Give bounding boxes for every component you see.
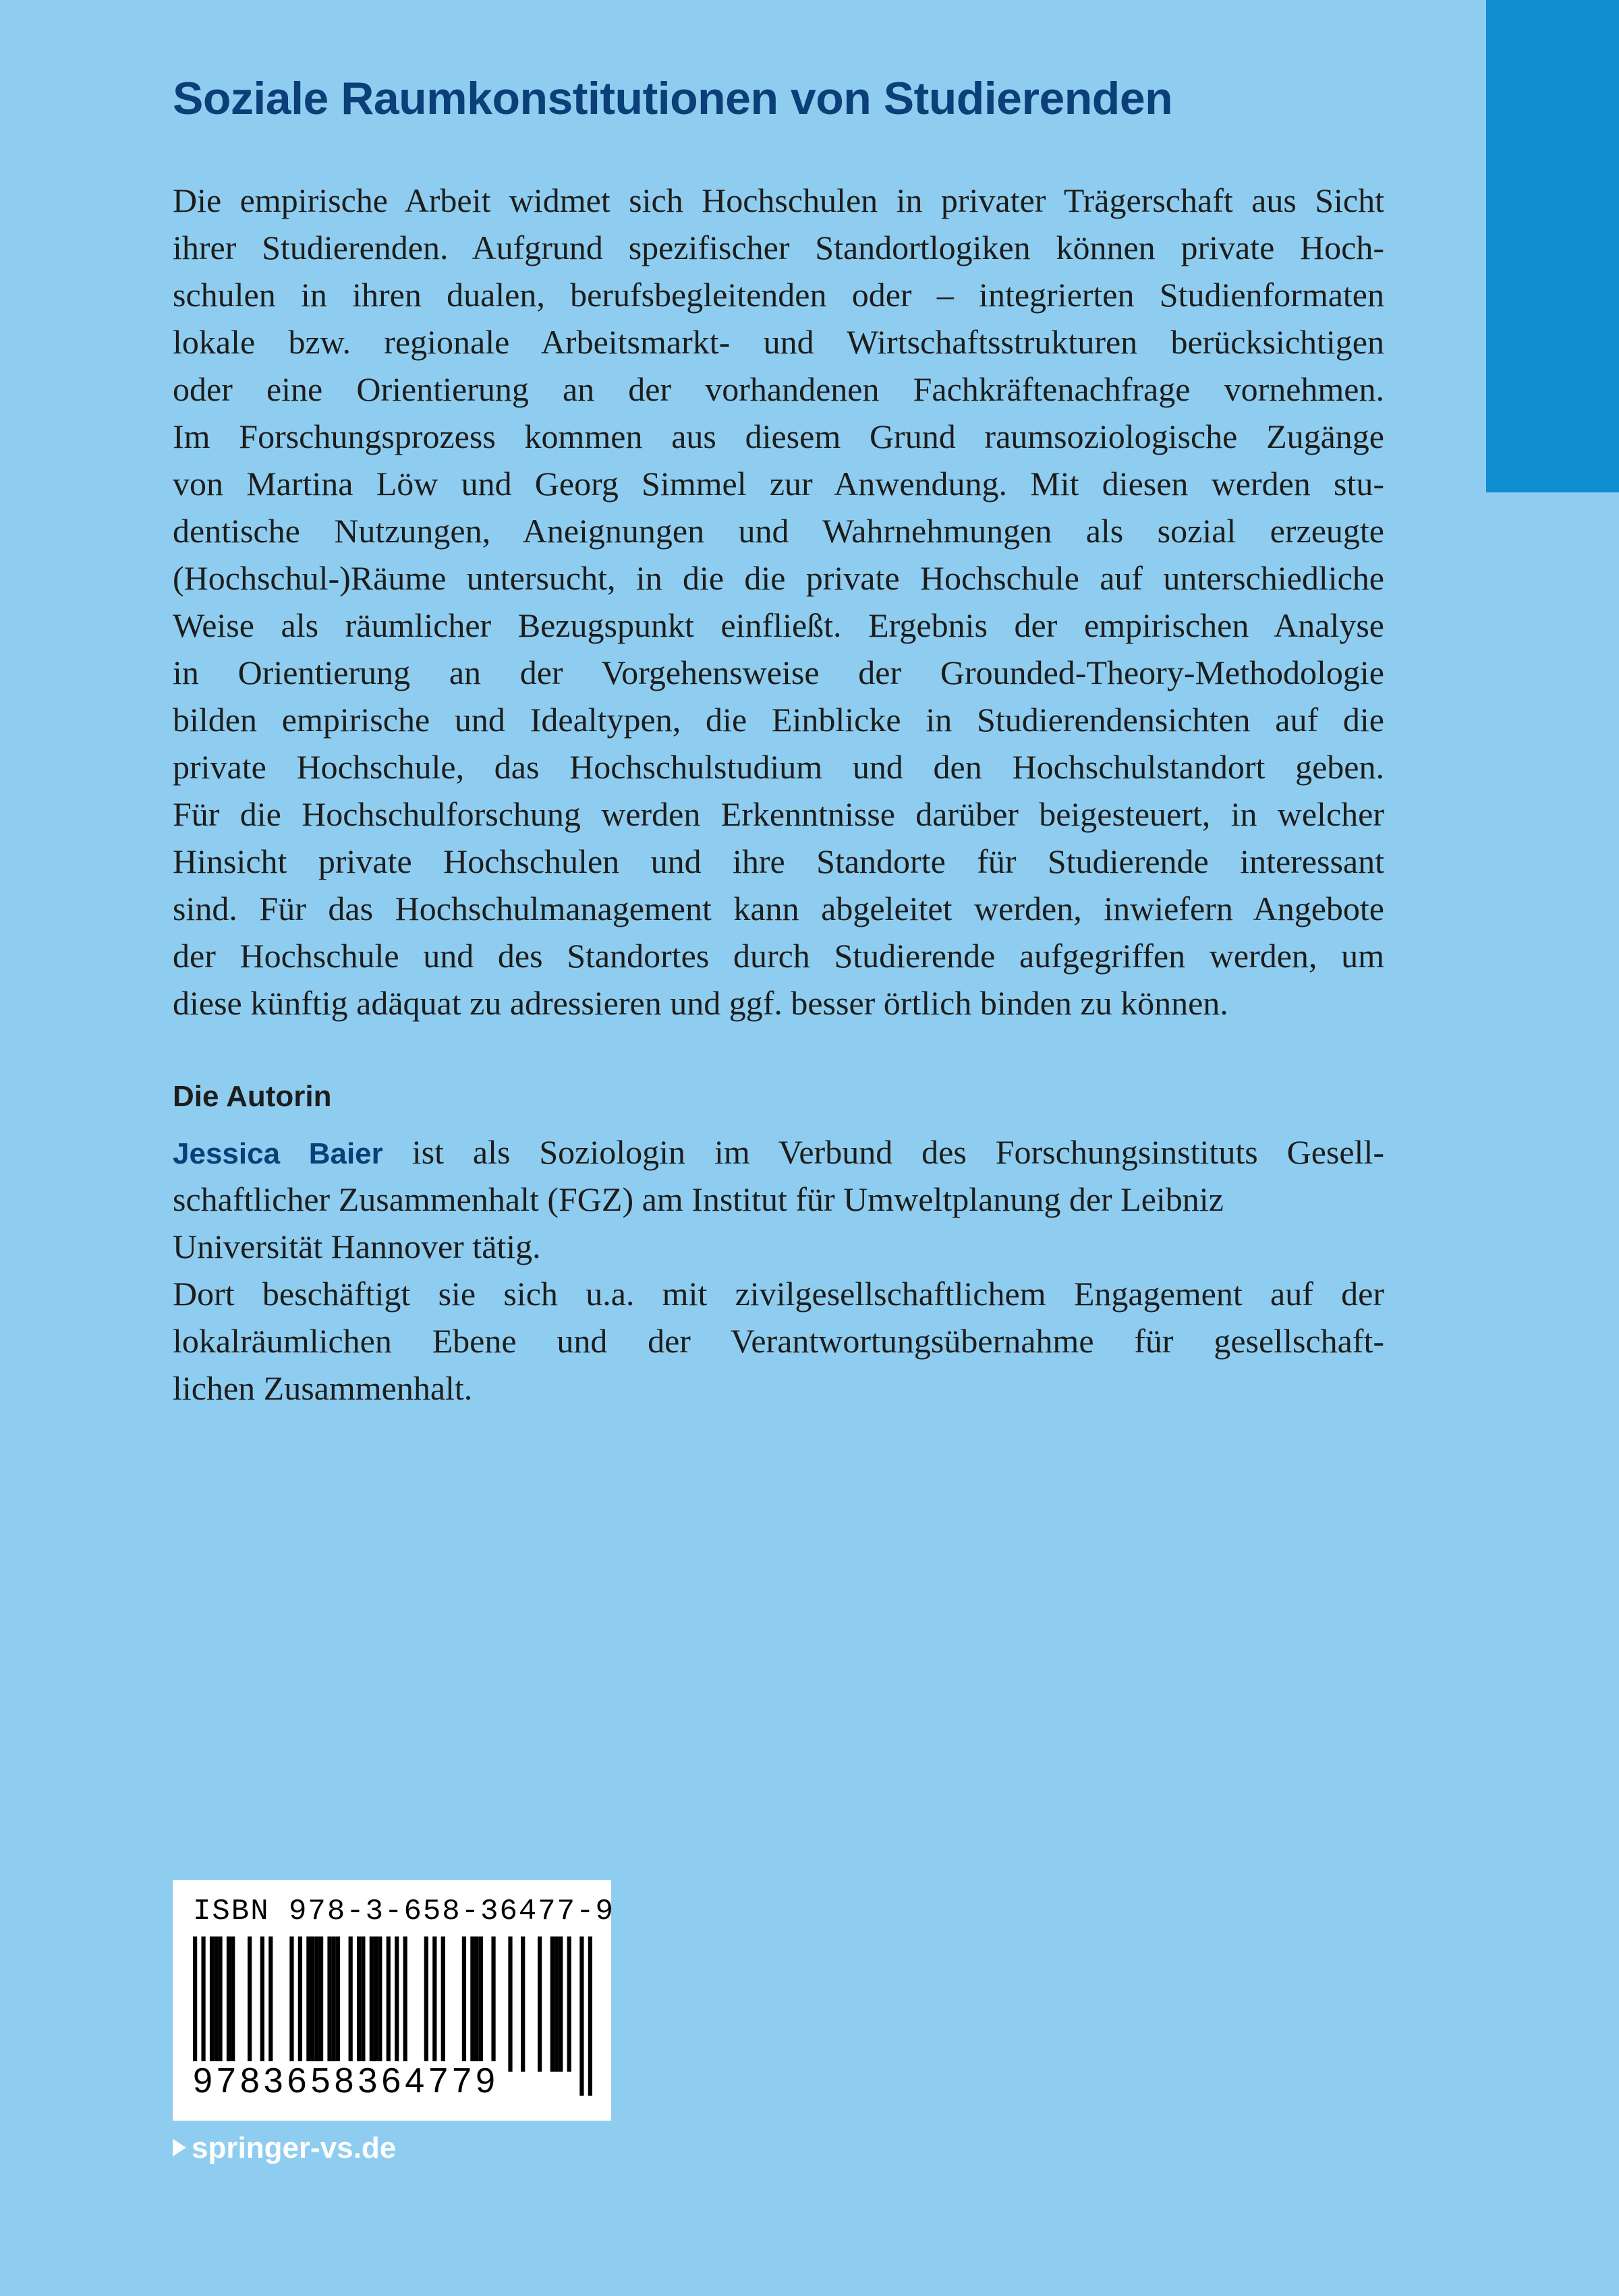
barcode-bar xyxy=(231,1936,235,2072)
barcode-bar xyxy=(214,1936,218,2072)
barcode-bar xyxy=(227,1936,231,2072)
barcode-bar xyxy=(315,1936,319,2072)
abstract-line: schulen in ihren dualen, berufsbegleitenden oder – integrierten Studienformaten xyxy=(173,276,1384,314)
isbn-barcode-block xyxy=(173,1880,615,2121)
arrow-right-icon xyxy=(173,2139,186,2156)
barcode-bar xyxy=(319,1936,323,2072)
barcode-digits xyxy=(192,2061,596,2101)
barcode-bar xyxy=(559,1936,563,2072)
barcode-bar xyxy=(491,1936,495,2072)
barcode-bar xyxy=(260,1936,264,2072)
abstract-line: oder eine Orientierung an der vorhandenen Fachkräftenachfrage vornehmen. xyxy=(173,370,1384,408)
abstract-line: ihrer Studierenden. Aufgrund spezifischer Standortlogiken können private Hoch- xyxy=(173,229,1384,266)
barcode-bar xyxy=(479,1936,483,2072)
barcode-bar xyxy=(332,1936,336,2072)
author-section-heading: Die Autorin xyxy=(173,1080,332,1113)
barcode-bar xyxy=(378,1936,382,2072)
barcode-bar xyxy=(521,1936,525,2072)
barcode-digits-text: 9783658364779 xyxy=(193,2061,499,2100)
barcode-bar xyxy=(248,1936,252,2072)
barcode-bar xyxy=(441,1936,445,2072)
barcode-bar xyxy=(310,1936,314,2072)
barcode-bar xyxy=(289,1936,293,2072)
barcode-bar xyxy=(349,1936,353,2072)
author-bio-line: lokalräumlichen Ebene und der Verantwortungsübernahme für gesellschaft- xyxy=(173,1322,1384,1360)
barcode-bar xyxy=(567,1936,571,2072)
author-bio-text: ist als Soziologin im Verbund des Forschungsinstituts Gesell- xyxy=(382,1133,1384,1171)
isbn-label: ISBN 978-3-658-36477-9 xyxy=(193,1895,615,1928)
author-bio xyxy=(173,1128,1384,1412)
barcode-bar xyxy=(424,1936,428,2072)
abstract-line: bilden empirische und Idealtypen, die Einblicke in Studierendensichten auf die xyxy=(173,701,1384,739)
barcode-bar xyxy=(555,1936,559,2072)
abstract-line: Für die Hochschulforschung werden Erkenntnisse darüber beigesteuert, in welcher xyxy=(173,795,1384,833)
author-bio-line: Universität Hannover tätig. xyxy=(173,1228,541,1265)
barcode-bar xyxy=(550,1936,555,2072)
barcode-bar xyxy=(306,1936,310,2072)
barcode-bar xyxy=(374,1936,378,2072)
author-bio-line: lichen Zusammenhalt. xyxy=(173,1369,473,1407)
barcode-bar xyxy=(268,1936,273,2072)
author-bio-line: Dort beschäftigt sie sich u.a. mit zivilgesellschaftlichem Engagement auf der xyxy=(173,1275,1384,1313)
abstract-line: diese künftig adäquat zu adressieren und ggf. besser örtlich binden zu können. xyxy=(173,984,1228,1022)
barcode-bar xyxy=(361,1936,365,2072)
book-title: Soziale Raumkonstitutionen von Studierenden xyxy=(173,73,1173,124)
barcode-bar xyxy=(538,1936,542,2072)
barcode-bar xyxy=(470,1936,474,2072)
abstract-text xyxy=(173,177,1384,1027)
abstract-line: dentische Nutzungen, Aneignungen und Wahrnehmungen als sozial erzeugte xyxy=(173,512,1384,550)
abstract-line: private Hochschule, das Hochschulstudium und den Hochschulstandort geben. xyxy=(173,748,1384,786)
barcode-bar xyxy=(327,1936,331,2072)
abstract-line: sind. Für das Hochschulmanagement kann abgeleitet werden, inwiefern Angebote xyxy=(173,890,1384,927)
abstract-line: lokale bzw. regionale Arbeitsmarkt- und Wirtschaftsstrukturen berücksichtigen xyxy=(173,323,1384,361)
abstract-line: Hinsicht private Hochschulen und ihre Standorte für Studierende interessant xyxy=(173,842,1384,880)
abstract-line: Im Forschungsprozess kommen aus diesem Grund raumsoziologische Zugänge xyxy=(173,418,1384,455)
barcode-bar xyxy=(357,1936,361,2072)
barcode-bar xyxy=(210,1936,214,2072)
barcode-bar xyxy=(475,1936,479,2072)
barcode-bar xyxy=(403,1936,407,2072)
abstract-line: in Orientierung an der Vorgehensweise der Grounded-Theory-Methodologie xyxy=(173,654,1384,691)
abstract-line: (Hochschul-)Räume untersucht, in die die private Hochschule auf unterschiedliche xyxy=(173,559,1384,597)
barcode-bar xyxy=(298,1936,302,2072)
publisher-url: springer-vs.de xyxy=(192,2131,397,2164)
abstract-line: von Martina Löw und Georg Simmel zur Anwendung. Mit diesen werden stu- xyxy=(173,465,1384,503)
accent-color-tab xyxy=(1486,0,1619,492)
publisher-link[interactable] xyxy=(173,2128,396,2169)
author-name: Jessica Baier xyxy=(173,1137,383,1170)
barcode-bar xyxy=(462,1936,466,2072)
barcode-bar xyxy=(336,1936,340,2072)
barcode-bar xyxy=(218,1936,222,2072)
abstract-line: Die empirische Arbeit widmet sich Hochschulen in privater Trägerschaft aus Sicht xyxy=(173,181,1384,219)
barcode-bar xyxy=(432,1936,436,2072)
abstract-line: der Hochschule und des Standortes durch Studierende aufgegriffen werden, um xyxy=(173,937,1384,975)
barcode-bar xyxy=(370,1936,374,2072)
abstract-line: Weise als räumlicher Bezugspunkt einfließt. Ergebnis der empirischen Analyse xyxy=(173,606,1384,644)
author-bio-line xyxy=(173,1128,1384,1176)
author-bio-line: schaftlicher Zusammenhalt (FGZ) am Institut für Umweltplanung der Leibniz xyxy=(173,1180,1224,1218)
barcode-bar xyxy=(508,1936,512,2072)
